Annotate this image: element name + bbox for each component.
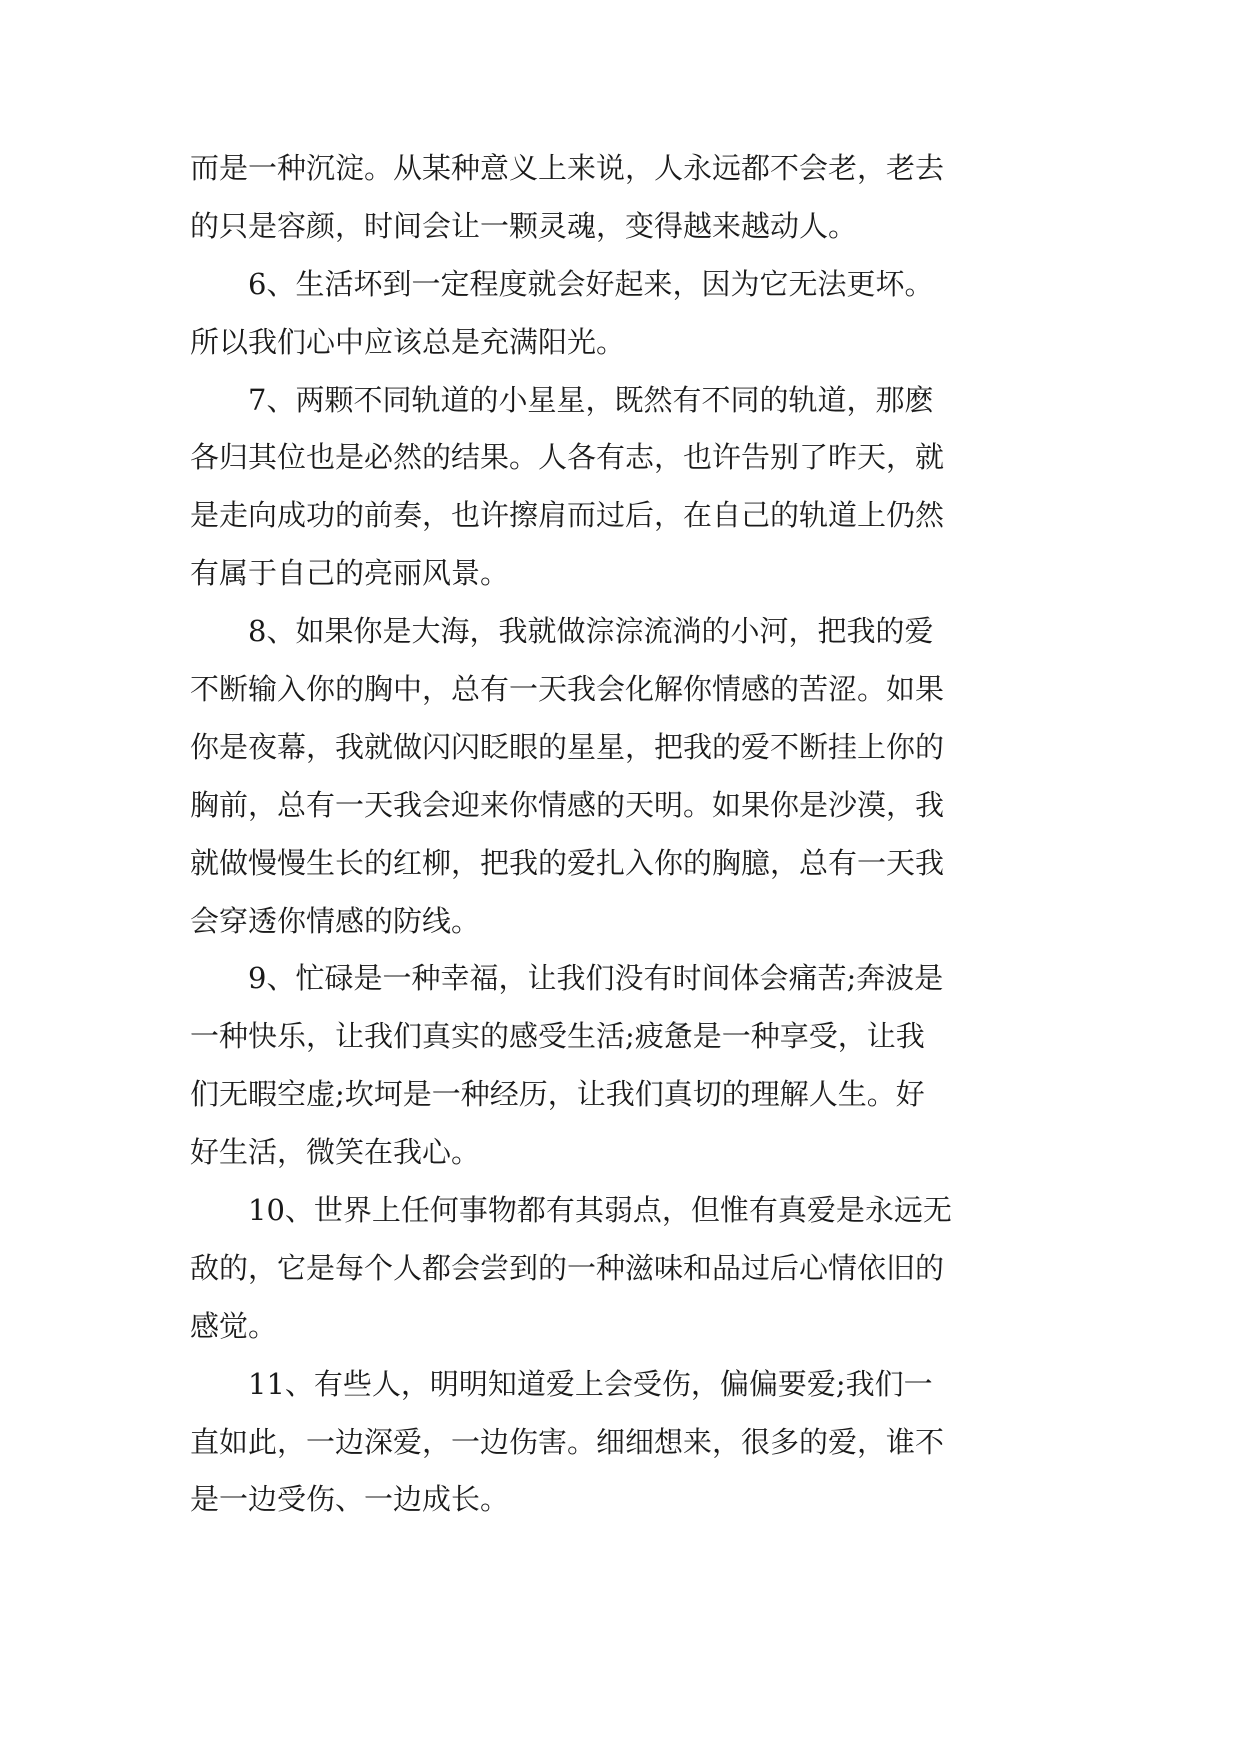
document-body (190, 140, 1060, 1529)
text-line: 不断输入你的胸中，总有一天我会化解你情感的苦涩。如果 (190, 672, 945, 707)
paragraph-8-start: 8、如果你是大海，我就做淙淙流淌的小河，把我的爱 (248, 614, 934, 649)
paragraph-10-start: 10、世界上任何事物都有其弱点，但惟有真爱是永远无 (248, 1193, 952, 1228)
text-line: 你是夜幕，我就做闪闪眨眼的星星，把我的爱不断挂上你的 (190, 729, 945, 764)
paragraph-6-start: 6、生活坏到一定程度就会好起来，因为它无法更坏。 (248, 266, 934, 301)
text-line: 直如此，一边深爱，一边伤害。细细想来，很多的爱，谁不 (190, 1424, 945, 1459)
paragraph-11-start: 11、有些人，明明知道爱上会受伤，偏偏要爱;我们一 (248, 1366, 933, 1401)
text-line: 就做慢慢生长的红柳，把我的爱扎入你的胸臆，总有一天我 (190, 845, 945, 880)
text-line: 的只是容颜，时间会让一颗灵魂，变得越来越动人。 (190, 208, 858, 243)
text-line: 会穿透你情感的防线。 (190, 903, 481, 938)
paragraph-7-start: 7、两颗不同轨道的小星星，既然有不同的轨道，那麽 (248, 382, 934, 417)
text-line: 是一边受伤、一边成长。 (190, 1482, 510, 1517)
text-line: 胸前，总有一天我会迎来你情感的天明。如果你是沙漠，我 (190, 787, 945, 822)
text-line: 敌的，它是每个人都会尝到的一种滋味和品过后心情依旧的 (190, 1250, 945, 1285)
text-line: 而是一种沉淀。从某种意义上来说，人永远都不会老，老去 (190, 151, 945, 185)
text-line: 好生活，微笑在我心。 (190, 1135, 481, 1170)
text-line: 是走向成功的前奏，也许擦肩而过后，在自己的轨道上仍然 (190, 498, 945, 533)
text-line: 各归其位也是必然的结果。人各有志，也许告别了昨天，就 (190, 440, 945, 475)
text-line: 们无暇空虚;坎坷是一种经历，让我们真切的理解人生。好 (190, 1077, 925, 1112)
text-line: 所以我们心中应该总是充满阳光。 (190, 324, 626, 359)
text-line: 有属于自己的亮丽风景。 (190, 556, 510, 591)
text-line: 一种快乐，让我们真实的感受生活;疲惫是一种享受，让我 (190, 1019, 925, 1054)
text-line: 感觉。 (190, 1308, 278, 1343)
paragraph-9-start: 9、忙碌是一种幸福，让我们没有时间体会痛苦;奔波是 (248, 961, 944, 996)
